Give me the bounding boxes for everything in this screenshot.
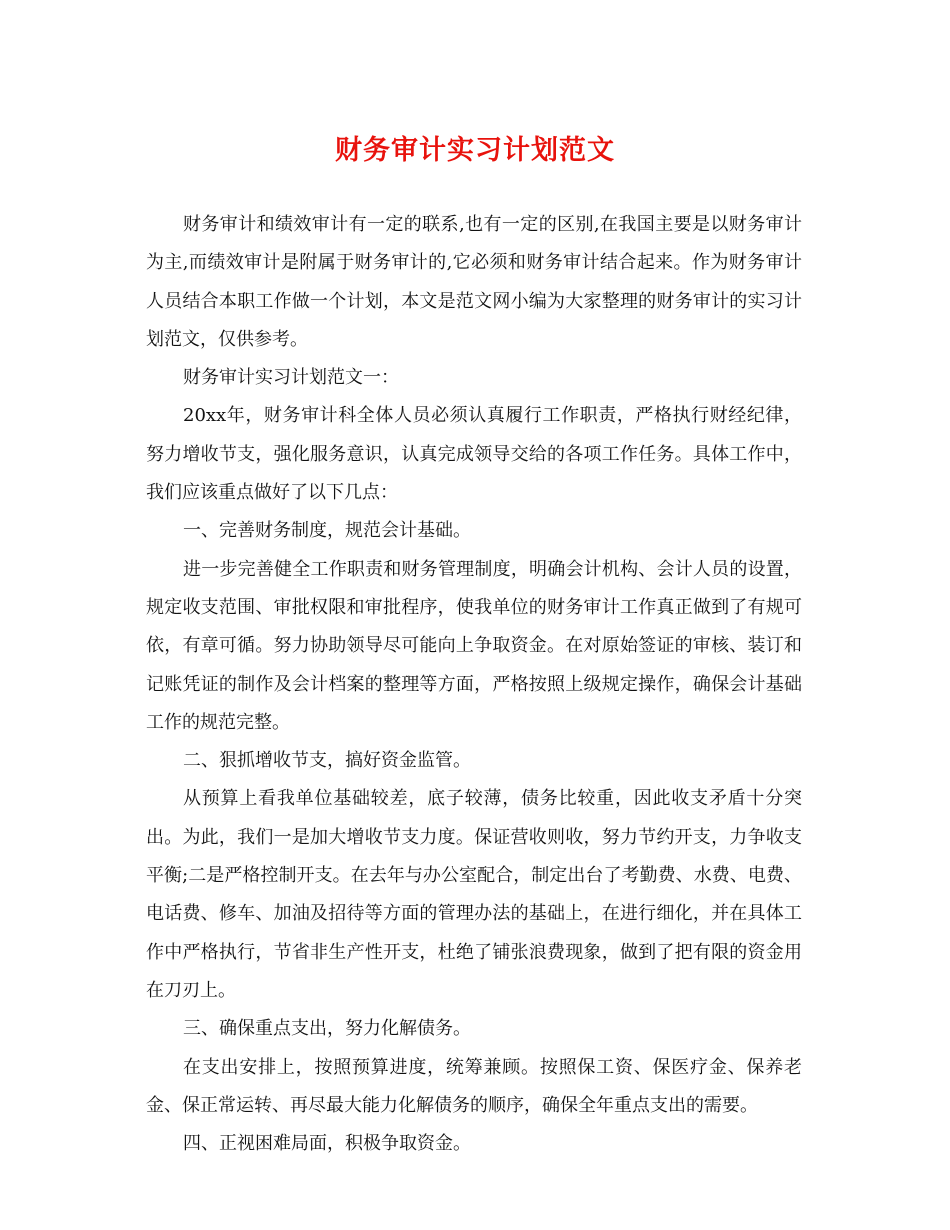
section-body-2: 从预算上看我单位基础较差，底子较薄，债务比较重，因此收支矛盾十分突出。为此，我们一是加大增收节支力度。保证营收则收，努力节约开支，力争收支平衡;二是严格控制开支。在去年与办公室配合，制定出台了考勤费、水费、电费、电话费、修车、加油及招待等方面的管理办法的基础上，在进行细化，并在具体工作中严格执行，节省非生产性开支，杜绝了铺张浪费现象，做到了把有限的资金用在刀刃上。 — [146, 788, 802, 1001]
section-heading-2: 二、狠抓增收节支，搞好资金监管。 — [183, 750, 471, 772]
paragraph-sample-heading: 财务审计实习计划范文一： — [183, 367, 399, 389]
section-heading-1: 一、完善财务制度，规范会计基础。 — [183, 520, 471, 542]
section-body-1: 进一步完善健全工作职责和财务管理制度，明确会计机构、会计人员的设置，规定收支范围、审批权限和审批程序，使我单位的财务审计工作真正做到了有规可依，有章可循。努力协助领导尽可能向上争取资金。在对原始签证的审核、装订和记账凭证的制作及会计档案的整理等方面，严格按照上级规定操作，确保会计基础工作的规范完整。 — [146, 558, 802, 733]
section-body-3: 在支出安排上，按照预算进度，统筹兼顾。按照保工资、保医疗金、保养老金、保正常运转、再尽最大能力化解债务的顺序，确保全年重点支出的需要。 — [146, 1056, 802, 1116]
paragraph-overview: 20xx年，财务审计科全体人员必须认真履行工作职责，严格执行财经纪律，努力增收节支，强化服务意识，认真完成领导交给的各项工作任务。具体工作中，我们应该重点做好了以下几点： — [146, 405, 802, 504]
paragraph-intro: 财务审计和绩效审计有一定的联系,也有一定的区别,在我国主要是以财务审计为主,而绩效审计是附属于财务审计的,它必须和财务审计结合起来。作为财务审计人员结合本职工作做一个计划，本文是范文网小编为大家整理的财务审计的实习计划范文，仅供参考。 — [146, 214, 802, 350]
section-heading-4: 四、正视困难局面，积极争取资金。 — [183, 1133, 471, 1155]
document-title: 财务审计实习计划范文 — [335, 135, 615, 166]
section-heading-3: 三、确保重点支出，努力化解债务。 — [183, 1018, 471, 1040]
document-body — [146, 206, 802, 1163]
